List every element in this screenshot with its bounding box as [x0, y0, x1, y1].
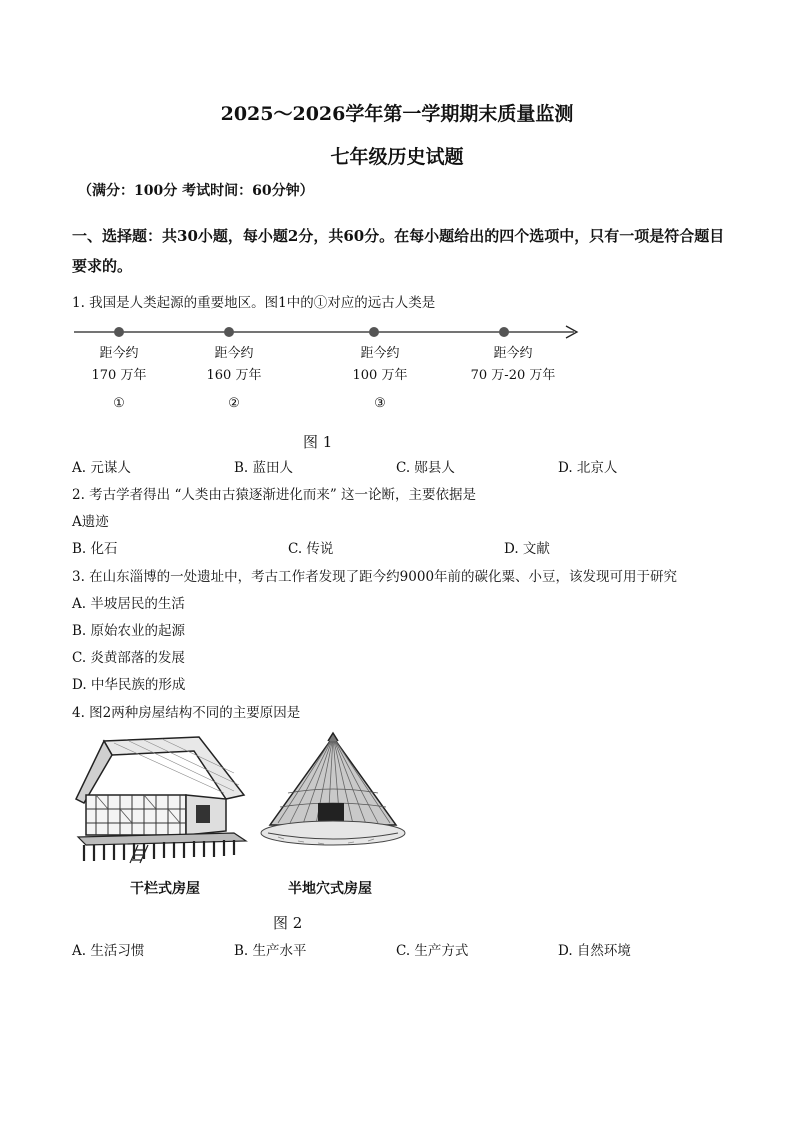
exam-note: （满分：100分 考试时间：60分钟）: [78, 183, 314, 199]
q3-option-a[interactable]: A. 半坡居民的生活: [72, 596, 185, 612]
q1-option-a[interactable]: A. 元谋人: [72, 460, 131, 476]
q2-option-d[interactable]: D. 文献: [504, 541, 550, 557]
exam-title: 2025～2026学年第一学期期末质量监测: [220, 103, 574, 125]
semi-subterranean-house-caption: 半地穴式房屋: [288, 881, 372, 897]
question-2-stem: 2. 考古学者得出 “人类由古猿逐渐进化而来” 这一论断，主要依据是: [72, 487, 477, 503]
timeline-label-1: [69, 343, 169, 415]
q3-option-b[interactable]: B. 原始农业的起源: [72, 623, 186, 639]
q1-option-b[interactable]: B. 蓝田人: [234, 460, 294, 476]
timeline-label-3-text: 距今约: [360, 346, 400, 361]
timeline-label-1-value: 170 万年: [91, 368, 147, 383]
q4-option-a[interactable]: A. 生活习惯: [72, 943, 145, 959]
timeline-label-4: [463, 343, 563, 387]
q2-option-c[interactable]: C. 传说: [288, 541, 334, 557]
question-3-stem: 3. 在山东淄博的一处遗址中，考古工作者发现了距今约9000年前的碳化粟、小豆，该发现可用于研究: [72, 569, 678, 585]
timeline-label-3-marker: ③: [374, 396, 386, 411]
figure-2-caption: 图 2: [273, 914, 303, 932]
question-4-stem: 4. 图2两种房屋结构不同的主要原因是: [72, 705, 301, 721]
q2-option-a[interactable]: A遗迹: [72, 514, 109, 530]
timeline-label-4-text: 距今约: [493, 346, 533, 361]
stilt-house-image: [74, 733, 254, 863]
q4-option-c[interactable]: C. 生产方式: [396, 943, 469, 959]
timeline-label-3-value: 100 万年: [352, 368, 408, 383]
timeline-point-2: [224, 327, 234, 337]
timeline-point-3: [369, 327, 379, 337]
q3-option-d[interactable]: D. 中华民族的形成: [72, 677, 186, 693]
q3-option-c[interactable]: C. 炎黄部落的发展: [72, 650, 185, 666]
exam-subtitle: 七年级历史试题: [330, 146, 464, 168]
section-heading: 一、选择题：共30小题，每小题2分，共60分。在每小题给出的四个选项中，只有一项是符合题目要求的。: [72, 227, 725, 275]
timeline-point-4: [499, 327, 509, 337]
timeline-point-1: [114, 327, 124, 337]
timeline-label-2-marker: ②: [228, 396, 240, 411]
semi-subterranean-house-image: [258, 733, 408, 863]
q4-option-d[interactable]: D. 自然环境: [558, 943, 631, 959]
timeline-label-4-value: 70 万-20 万年: [470, 368, 556, 383]
q2-option-b[interactable]: B. 化石: [72, 541, 118, 557]
timeline-label-2: [184, 343, 284, 415]
timeline-figure: [74, 322, 584, 342]
timeline-label-1-marker: ①: [113, 396, 125, 411]
stilt-house-caption: 干栏式房屋: [130, 881, 200, 897]
timeline-label-1-text: 距今约: [99, 346, 139, 361]
figure-1-caption: 图 1: [303, 433, 333, 451]
timeline-label-2-text: 距今约: [214, 346, 254, 361]
q1-option-c[interactable]: C. 郧县人: [396, 460, 455, 476]
q4-option-b[interactable]: B. 生产水平: [234, 943, 307, 959]
question-1-stem: 1. 我国是人类起源的重要地区。图1中的①对应的远古人类是: [72, 295, 436, 311]
q1-option-d[interactable]: D. 北京人: [558, 460, 618, 476]
timeline-label-3: [330, 343, 430, 415]
timeline-label-2-value: 160 万年: [206, 368, 262, 383]
